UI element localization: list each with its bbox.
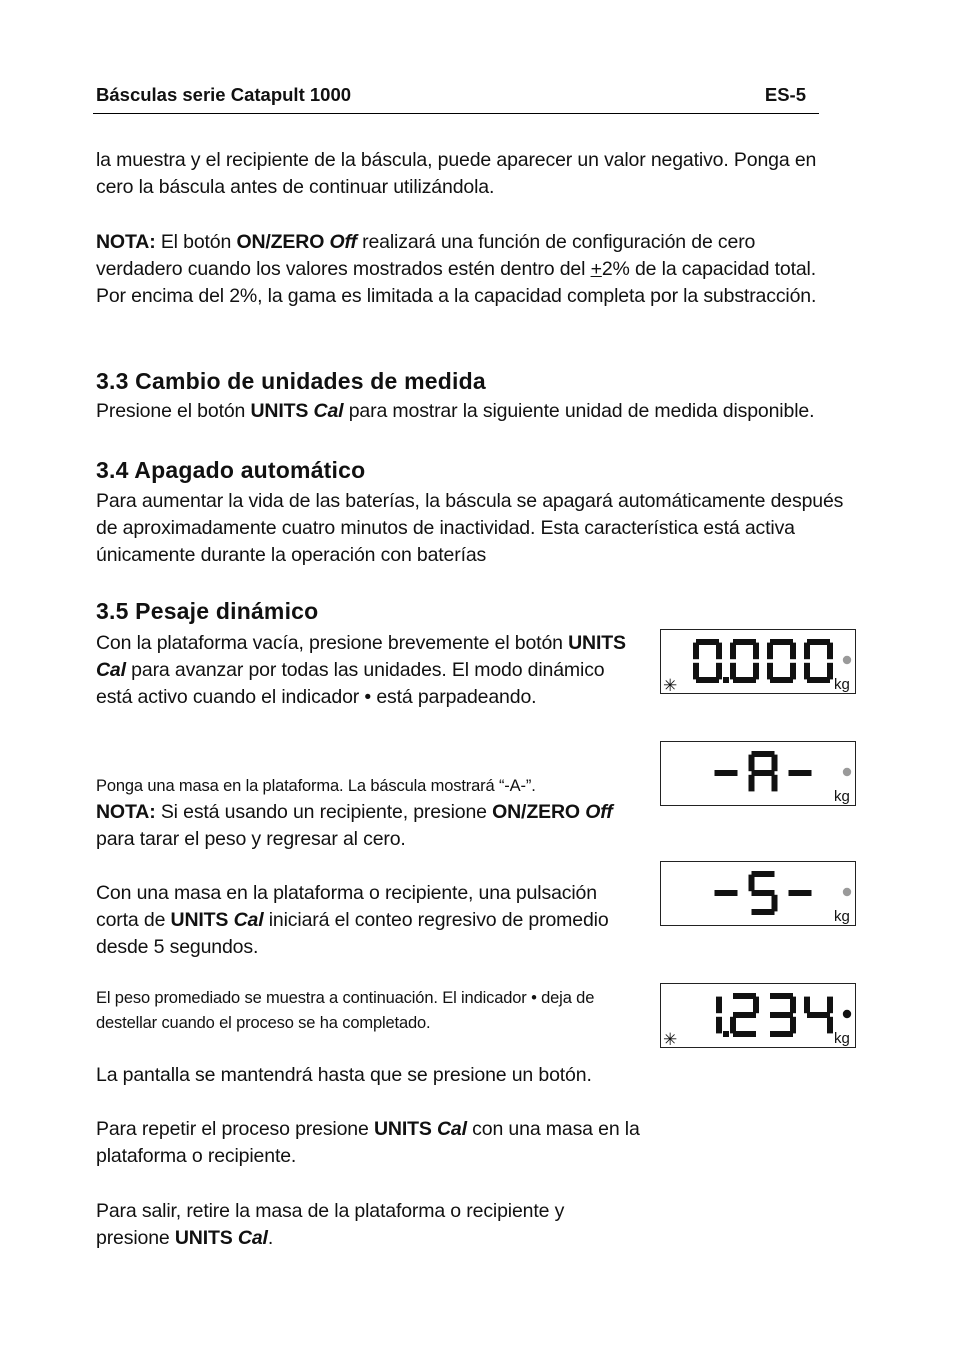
nota-text-2: realizará una función de configuración de cero verdadero cuando los valores mostrados estén dentro del — [96, 231, 756, 281]
s35-p2-text-1: Si está usando un recipiente, presione — [155, 801, 493, 824]
lcd-segment-f — [804, 643, 810, 660]
lcd-segment-a — [696, 639, 719, 645]
s35-p2-text-2: para tarar el peso y regresar al cero. — [96, 828, 406, 851]
units-label: UNITS — [568, 632, 626, 654]
lcd-svg — [661, 984, 855, 1047]
s35-p7-text-1: Para salir, retire la masa de la plataforma o recipiente y presione — [96, 1200, 565, 1250]
dynamic-indicator-dot — [843, 656, 851, 664]
lcd-segment-c — [827, 663, 833, 680]
stability-star-icon: ✳ — [663, 1030, 678, 1047]
lcd-segment-a — [770, 993, 793, 999]
s35-paragraph-5: La pantalla se mantendrá hasta que se presione un botón. — [96, 1064, 592, 1086]
lcd-segment-e — [804, 663, 810, 680]
lcd-segment-d — [696, 677, 719, 683]
lcd-segment-b — [827, 643, 833, 660]
section-3-4-text: Para aumentar la vida de las baterías, la báscula se apagará automáticamente después de aproximadamente cuatro minutos de inactividad. Esta característica está activa únicamente durante la operación con baterías — [96, 490, 844, 567]
nota-text-1: El botón — [155, 231, 237, 253]
lcd-segment-g — [807, 1012, 830, 1018]
lcd-segment-d — [733, 1031, 756, 1037]
lcd-segment-g — [789, 890, 812, 896]
lcd-decimal-point — [723, 677, 729, 683]
lcd-segment-b — [772, 755, 778, 772]
lcd-display-zero — [660, 629, 856, 694]
lcd-segment-f — [693, 643, 699, 660]
lcd-segment-c — [772, 895, 778, 912]
lcd-segment-f — [749, 755, 755, 772]
cal-label: Cal — [233, 909, 264, 932]
lcd-segment-c — [790, 1017, 796, 1034]
lcd-segment-g — [770, 1012, 793, 1018]
lcd-segment-g — [752, 770, 775, 776]
lcd-segment-c — [827, 1017, 833, 1034]
page-header — [96, 84, 806, 106]
lcd-segment-b — [716, 997, 722, 1014]
lcd-segment-b — [790, 643, 796, 660]
lcd-segment-e — [730, 663, 736, 680]
dynamic-indicator-dot — [843, 1010, 851, 1018]
units-label: UNITS — [250, 400, 309, 422]
s35-paragraph-2 — [96, 772, 641, 854]
lcd-segment-g — [752, 890, 775, 896]
s35-p2-small: Ponga una masa en la plataforma. La báscula mostrará “-A-”. — [96, 777, 536, 795]
units-label: UNITS — [170, 909, 229, 932]
lcd-segment-f — [749, 875, 755, 892]
s35-p1-text-1: Con la plataforma vacía, presione brevemente el botón — [96, 632, 569, 654]
lcd-segment-f — [730, 643, 736, 660]
plus-minus-sign: + — [590, 258, 602, 281]
off-label: Off — [585, 801, 613, 824]
s33-text-1: Presione el botón — [96, 400, 251, 422]
lcd-segment-b — [716, 643, 722, 660]
unit-label: kg — [834, 1030, 850, 1047]
cal-label: Cal — [237, 1227, 268, 1250]
lcd-segment-a — [807, 639, 830, 645]
lcd-segment-c — [716, 663, 722, 680]
lcd-decimal-point — [723, 1031, 729, 1037]
s35-paragraph-7 — [96, 1198, 641, 1252]
lcd-segment-e — [767, 663, 773, 680]
lcd-segment-c — [753, 663, 759, 680]
lcd-segment-d — [733, 677, 756, 683]
lcd-segment-c — [790, 663, 796, 680]
cal-label: Cal — [313, 400, 344, 422]
nota-label: NOTA: — [96, 801, 156, 824]
lcd-segment-d — [770, 1031, 793, 1037]
lcd-svg — [661, 630, 855, 693]
units-label: UNITS — [174, 1227, 233, 1250]
lcd-segment-a — [733, 639, 756, 645]
s35-paragraph-1 — [96, 630, 636, 712]
page-number: ES-5 — [764, 84, 806, 105]
dynamic-indicator-dot — [843, 888, 851, 896]
unit-label: kg — [834, 676, 850, 693]
unit-label: kg — [834, 908, 850, 925]
lcd-segment-a — [752, 871, 775, 877]
intro-text: la muestra y el recipiente de la báscula, puede aparecer un valor negativo. Ponga en cero la báscula antes de continuar utilizándola. — [96, 149, 817, 199]
s35-p7-text-2: . — [267, 1227, 274, 1250]
nota-text-3: 2% de la capacidad total. Por encima del 2%, la gama es limitada a la capacidad completa por la substracción. — [96, 258, 817, 308]
lcd-segment-f — [767, 643, 773, 660]
stability-star-icon: ✳ — [663, 676, 678, 693]
lcd-segment-d — [770, 677, 793, 683]
s35-p6-text-2: con una masa en la plataforma o recipiente. — [96, 1118, 640, 1168]
lcd-svg — [661, 862, 855, 925]
on-zero-label: ON/ZERO — [492, 801, 580, 824]
section-3-4-heading: 3.4 Apagado automático — [96, 457, 366, 483]
section-3-3-heading: 3.3 Cambio de unidades de medida — [96, 368, 486, 394]
s35-p3-text-2: iniciará el conteo regresivo de promedio desde 5 segundos. — [96, 909, 609, 959]
lcd-svg — [661, 742, 855, 805]
lcd-display-5 — [660, 861, 856, 926]
s35-p1-text-2: para avanzar por todas las unidades. El modo dinámico está activo cuando el indicador • está parpadeando. — [96, 659, 605, 709]
unit-label: kg — [834, 788, 850, 805]
lcd-segment-c — [716, 1017, 722, 1034]
lcd-segment-f — [804, 997, 810, 1014]
dynamic-indicator-dot — [843, 768, 851, 776]
s35-p6-text-1: Para repetir el proceso presione — [96, 1118, 374, 1140]
intro-paragraph — [96, 147, 836, 201]
nota-label: NOTA: — [96, 231, 156, 253]
lcd-display-a — [660, 741, 856, 806]
lcd-segment-b — [827, 997, 833, 1014]
lcd-segment-g — [733, 1012, 756, 1018]
section-3-3-text — [96, 398, 876, 425]
nota-paragraph — [96, 229, 826, 311]
section-3-5-heading: 3.5 Pesaje dinámico — [96, 598, 319, 624]
lcd-display-weight — [660, 983, 856, 1048]
lcd-segment-g — [715, 890, 738, 896]
lcd-segment-b — [753, 643, 759, 660]
on-zero-label: ON/ZERO — [236, 231, 325, 253]
cal-label: Cal — [437, 1118, 467, 1140]
s35-p3-text-1: Con una masa en la plataforma o recipiente, una pulsación corta de — [96, 882, 597, 932]
lcd-segment-b — [753, 997, 759, 1014]
lcd-segment-e — [749, 775, 755, 792]
lcd-segment-b — [790, 997, 796, 1014]
off-label: Off — [329, 231, 357, 253]
lcd-segment-c — [772, 775, 778, 792]
s35-paragraph-6 — [96, 1116, 641, 1170]
lcd-segment-a — [733, 993, 756, 999]
lcd-segment-d — [807, 677, 830, 683]
lcd-segment-e — [730, 1017, 736, 1034]
lcd-segment-d — [752, 909, 775, 915]
lcd-segment-g — [715, 770, 738, 776]
s35-paragraph-4: El peso promediado se muestra a continuación. El indicador • deja de destellar cuando el proceso se ha completado. — [96, 989, 595, 1032]
units-label: UNITS — [373, 1118, 432, 1140]
lcd-segment-g — [789, 770, 812, 776]
lcd-segment-e — [693, 663, 699, 680]
s35-paragraph-3 — [96, 880, 641, 962]
cal-label: Cal — [96, 659, 126, 682]
header-rule — [93, 113, 819, 114]
lcd-segment-a — [752, 751, 775, 757]
s33-text-2: para mostrar la siguiente unidad de medida disponible. — [343, 400, 815, 422]
lcd-segment-a — [770, 639, 793, 645]
header-title: Básculas serie Catapult 1000 — [96, 84, 352, 105]
